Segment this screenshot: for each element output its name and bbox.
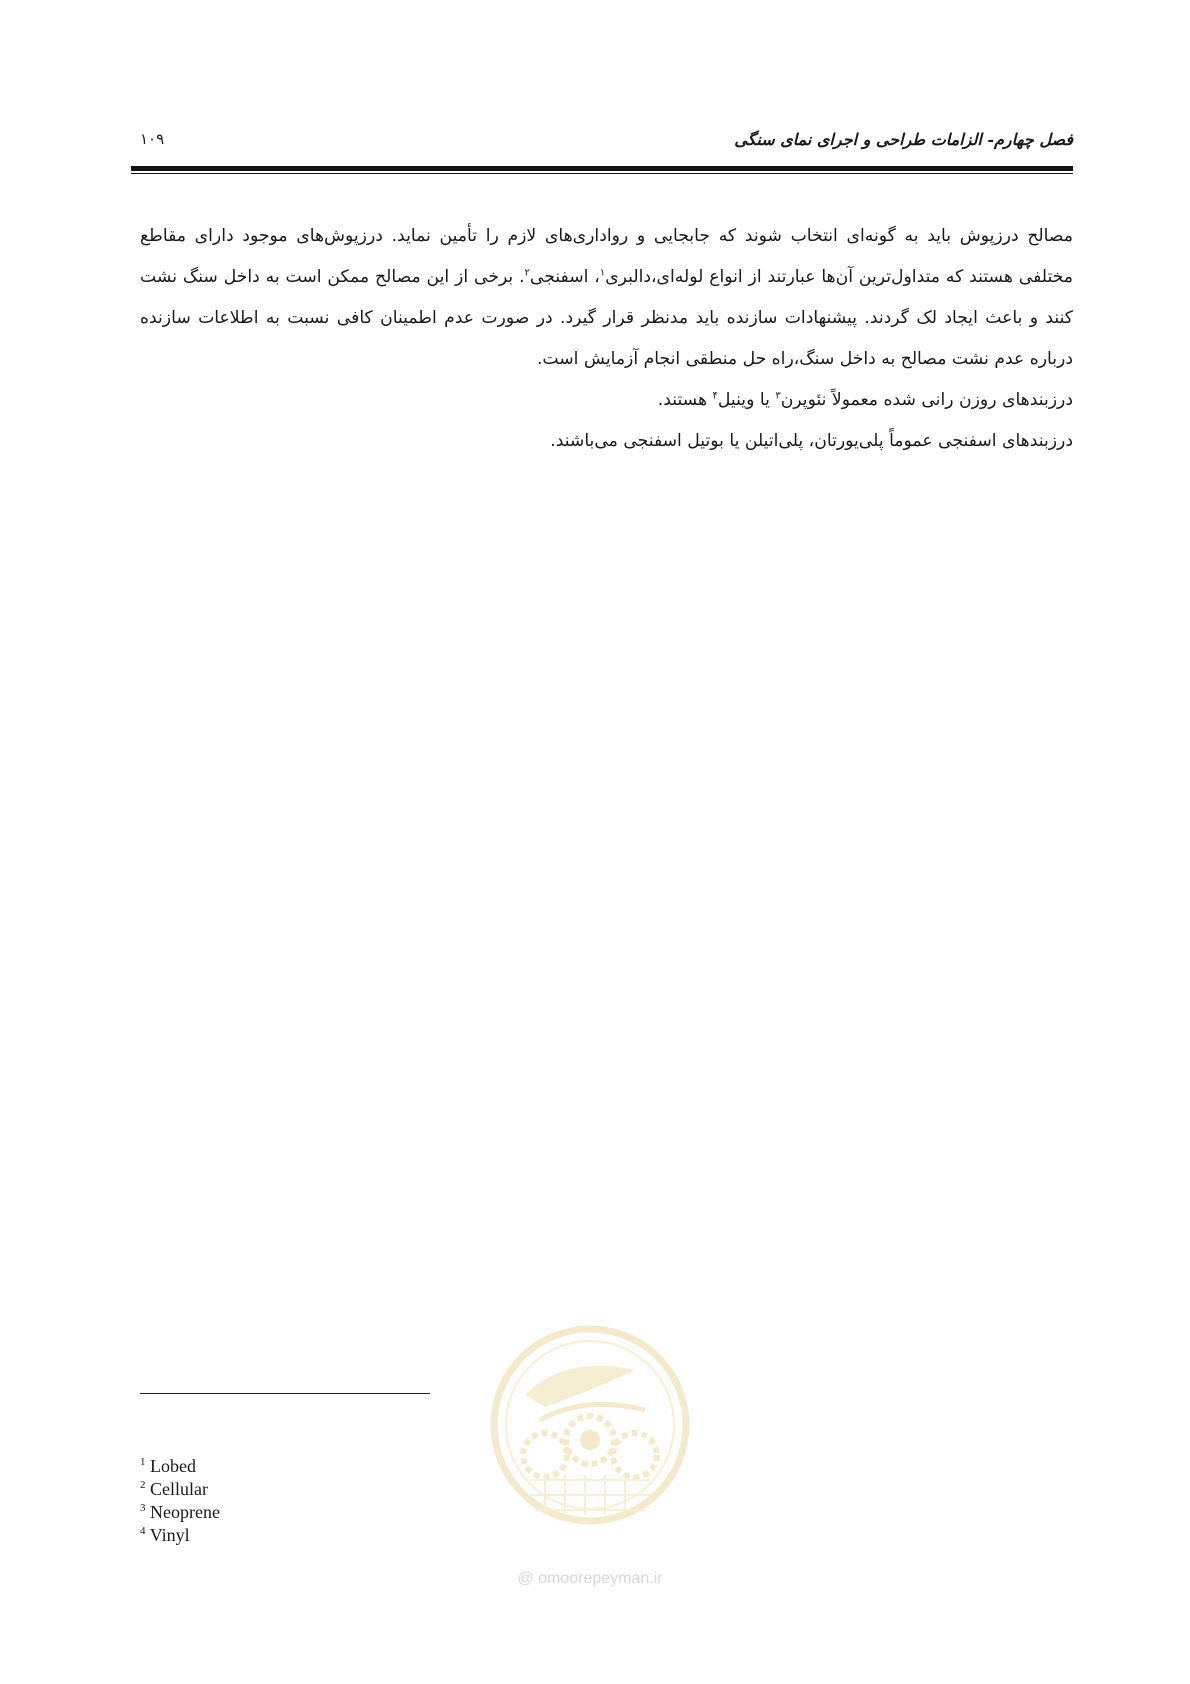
paragraph-text: . برخی از این مصالح ممکن است به داخل سنگ نشت کنند و باعث ایجاد لک گردند. پیشنهادات سازنده باید مدنظر قرار گیرد. در صورت عدم اطمینان کافی نسبت به اطلاعات سازنده درباره عدم نشت مصالح به داخل سنگ،راه حل منطقی انجام آزمایش است. [140,267,1073,369]
paragraph-text: هستند. [657,390,713,410]
footnote-text: Cellular [150,1479,208,1499]
footnote-item [140,1501,220,1524]
footnote-ref: ۴ [712,390,718,402]
footnotes [140,1455,220,1547]
paragraph-text: مصالح درزپوش باید به گونه‌ای انتخاب شوند که جابجایی و رواداری‌های لازم را تأمین نماید. درزپوش‌های موجود دارای مقاطع مختلفی هستند که متداول‌ترین آن‌ها عبارتند از انواع لوله‌ای،دالبری [140,226,1073,287]
paragraph-sealant-materials [140,216,1073,380]
paragraph-extruded-sealants [140,380,1073,421]
footnote-text: Neoprene [150,1502,220,1522]
footnote-number: 3 [140,1502,146,1514]
watermark-logo [485,1315,695,1605]
footnote-number: 4 [140,1525,146,1537]
body-text [140,216,1073,462]
footnote-item [140,1455,220,1478]
page-header-title: فصل چهارم- الزامات طراحی و اجرای نمای سنگی [734,130,1073,149]
footnote-ref: ۲ [524,267,530,279]
page-number: ۱۰۹ [140,130,165,148]
footnote-item [140,1478,220,1501]
paragraph-foam-sealants [140,421,1073,462]
footnote-separator [140,1393,430,1394]
paragraph-text: یا وینیل [717,390,776,410]
footnote-text: Lobed [150,1456,196,1476]
footnote-ref: ۱ [599,267,606,279]
footnote-text: Vinyl [149,1525,190,1545]
watermark-url: @ omoorepeyman.ir [517,1570,663,1587]
footnote-number: 2 [140,1479,146,1491]
paragraph-text: درزبندهای روزن رانی شده معمولاً نئوپرن [780,390,1073,410]
watermark-emblem-icon [485,1315,695,1565]
paragraph-text: درزبندهای اسفنجی عموماً پلی‌یورتان، پلی‌اتیلن یا بوتیل اسفنجی می‌باشند. [550,431,1073,451]
header-rule-thin [131,173,1073,174]
paragraph-text: ، اسفنجی [529,267,600,287]
footnote-ref: ۳ [775,390,781,402]
footnote-item [140,1524,220,1547]
watermark-url-text: omoorepeyman.ir [538,1570,663,1587]
footnote-number: 1 [140,1456,146,1468]
header-rule-thick [131,166,1073,171]
